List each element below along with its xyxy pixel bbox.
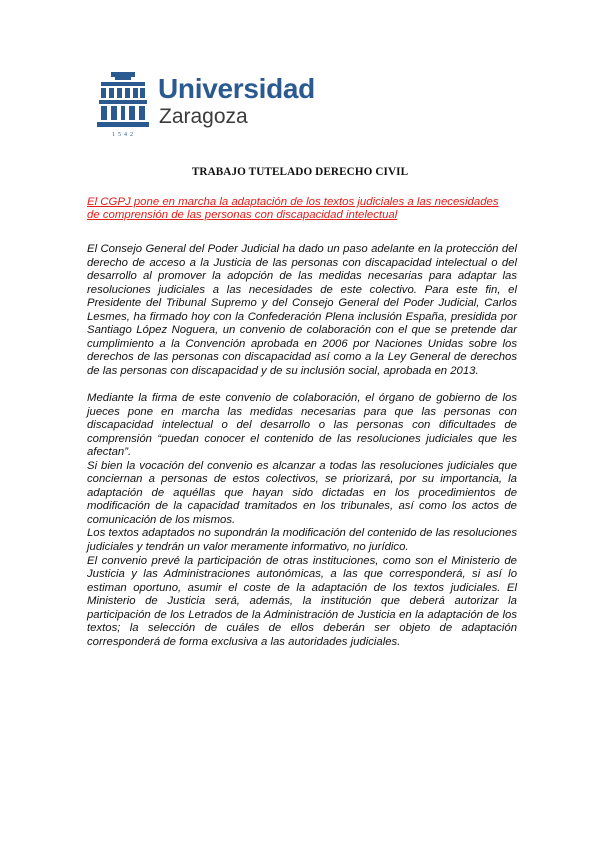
paragraph-3: Si bien la vocación del convenio es alcanzar a todas las resoluciones judiciales que conciernan a personas de estos colectivos, se priorizará, por su importancia, la adaptación de aquéllas que hayan sido dictadas en los procedimientos de modificación de la capacidad tramitados en los tribunales, así como los actos de comunicación de los mismos.	[87, 459, 517, 526]
document-title: TRABAJO TUTELADO DERECHO CIVIL	[191, 166, 409, 178]
university-city: Zaragoza	[159, 105, 248, 128]
paragraph-1: El Consejo General del Poder Judicial ha dado un paso adelante en la protección del derecho de acceso a la Justicia de las personas con discapacidad intelectual o del desarrollo al promover la adopción de las medidas necesarias para adaptar las resoluciones judiciales a las necesidades de este colectivo. Para este fin, el Presidente del Tribunal Supremo y del Consejo General del Poder Judicial, Carlos Lesmes, ha firmado hoy con la Confederación Plena inclusión España, presidida por Santiago López Noguera, un convenio de colaboración con el que se pretende dar cumplimiento a la Convención aprobada en 2006 por Naciones Unidas sobre los derechos de las personas con discapacidad así como a la Ley General de derechos de las personas con discapacidad y de su inclusión social, aprobada en 2013.	[87, 243, 517, 377]
paragraph-2: Mediante la firma de este convenio de colaboración, el órgano de gobierno de los jueces pone en marcha las medidas necesarias para que las personas con discapacidad intelectual o del desarrollo o las personas con dificultades de comprensión “puedan conocer el contenido de las resoluciones judiciales que les afectan”.	[87, 391, 517, 459]
paragraph-4: Los textos adaptados no supondrán la modificación del contenido de las resoluciones judiciales y tendrán un valor meramente informativo, no jurídico.	[87, 527, 517, 553]
article-headline: El CGPJ pone en marcha la adaptación de los textos judiciales a las necesidades de comprensión de las personas con discapacidad intelectual	[87, 196, 499, 222]
article-body	[87, 243, 517, 649]
university-crest-icon	[97, 72, 149, 134]
university-name: Universidad	[158, 73, 315, 104]
founding-year: 1542	[112, 132, 136, 138]
paragraph-5: El convenio prevé la participación de otras instituciones, como son el Ministerio de Justicia y las Administraciones autonómicas, a las que corresponderá, si así lo estiman oportuno, asumir el coste de la adaptación de los textos judiciales. El Ministerio de Justicia será, además, la institución que deberá autorizar la participación de los Letrados de la Administración de Justicia en la adaptación de los textos; la selección de cuáles de ellos deberán ser objeto de adaptación corresponderá de forma exclusiva a las autoridades judiciales.	[87, 554, 517, 648]
